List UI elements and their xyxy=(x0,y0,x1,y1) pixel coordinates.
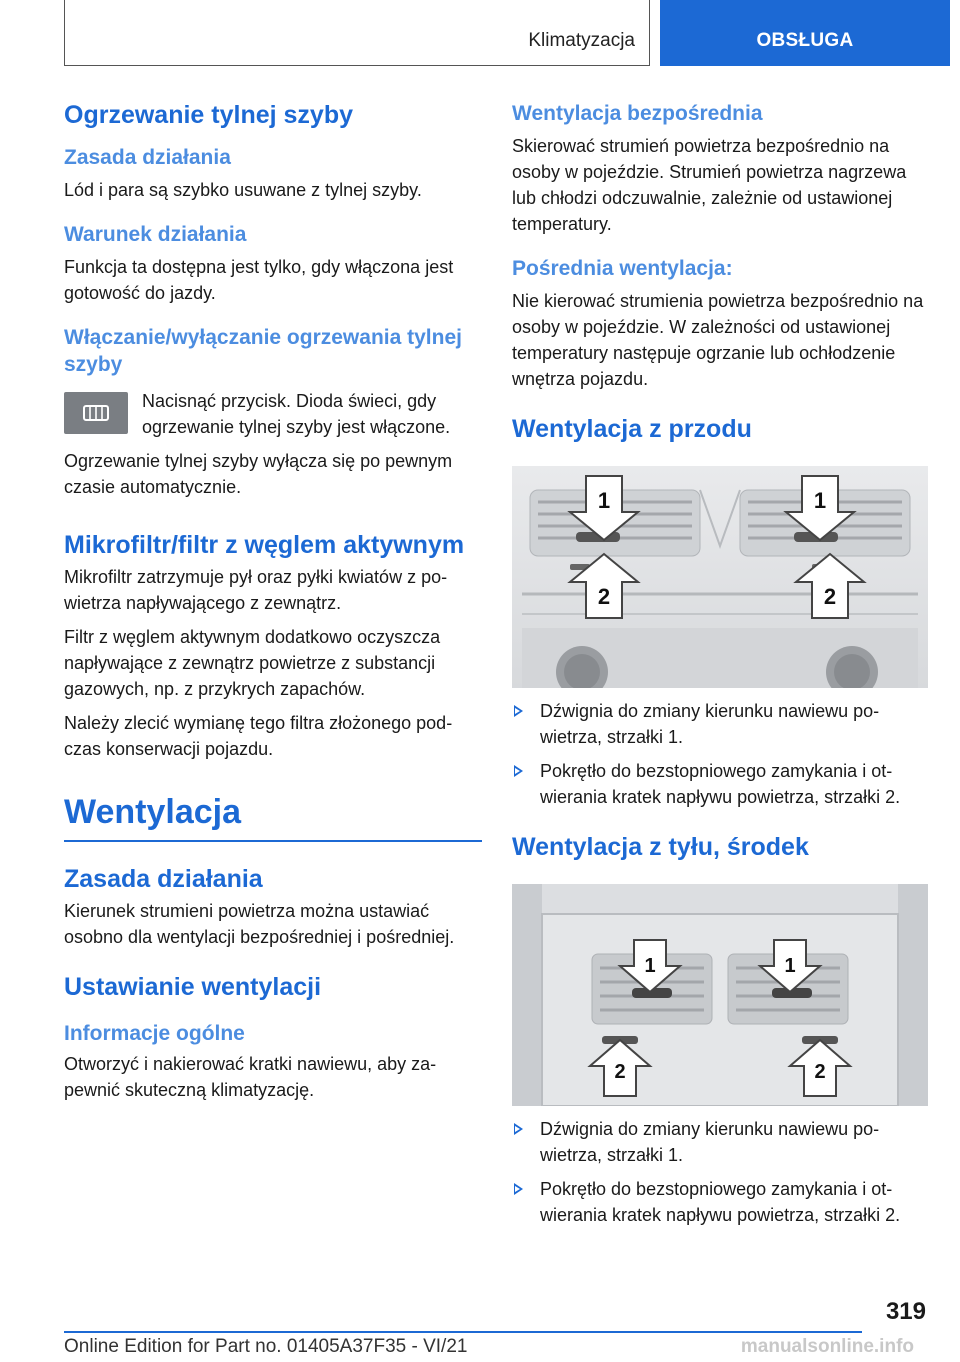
list-item-text: Pokrętło do bezstopniowego zamykania i otwierania kratek napływu powietrza, strzałki 2. xyxy=(540,1179,901,1225)
list-item-text: Dźwignia do zmiany kierunku nawiewu powietrza, strzałki 1. xyxy=(540,1119,880,1165)
section-title-box xyxy=(64,0,650,66)
list-item-text: Pokrętło do bezstopniowego zamykania i otwierania kratek napływu powietrza, strzałki 2. xyxy=(540,761,901,807)
heading-principle-ventilation: Zasada działania xyxy=(64,865,263,893)
text-general-info: Otworzyć i nakierować kratki nawiewu, aby zapewnić skuteczną klimatyzację. xyxy=(64,1054,437,1100)
arrow-label-1-left: 1 xyxy=(597,488,611,513)
text-microfilter-2: Filtr z węglem aktywnym dodatkowo oczyszcza napływające z zewnątrz powietrze z substancji gazowych, np. z przykrych zapachów. xyxy=(64,627,441,699)
triangle-bullet-icon xyxy=(514,1183,523,1195)
text-microfilter-3: Należy zlecić wymianę tego filtra złożonego podczas konserwacji pojazdu. xyxy=(64,713,453,759)
heading-switch-on-off: Włączanie/wyłączanie ogrzewania tylnej szyby xyxy=(64,326,462,376)
triangle-bullet-icon xyxy=(514,705,523,717)
rear-vents-illustration xyxy=(512,884,928,1106)
front-vents-list xyxy=(512,698,928,810)
heading-rear-window-heating: Ogrzewanie tylnej szyby xyxy=(64,101,353,129)
text-press-button: Nacisnąć przycisk. Dioda świeci, gdy ogrzewanie tylnej szyby jest włączone. xyxy=(142,391,451,437)
arrow-label-1-right: 1 xyxy=(784,955,796,977)
list-item xyxy=(512,758,928,810)
left-column xyxy=(64,100,482,1103)
footer-divider xyxy=(64,1331,862,1333)
rear-vents-list xyxy=(512,1116,928,1228)
triangle-bullet-icon xyxy=(514,765,523,777)
heading-direct-ventilation: Wentylacja bezpośrednia xyxy=(512,102,763,125)
heading-condition: Warunek działania xyxy=(64,223,247,246)
text-microfilter-1: Mikrofiltr zatrzymuje pył oraz pyłki kwiatów z powietrza napływającego z zewnątrz. xyxy=(64,567,448,613)
arrow-label-1-left: 1 xyxy=(644,955,656,977)
text-condition: Funkcja ta dostępna jest tylko, gdy włączona jest gotowość do jazdy. xyxy=(64,257,454,303)
heading-principle: Zasada działania xyxy=(64,146,231,169)
text-principle: Lód i para są szybko usuwane z tylnej szyby. xyxy=(64,180,422,200)
heading-general-info: Informacje ogólne xyxy=(64,1022,245,1045)
arrow-label-1-right: 1 xyxy=(813,488,827,513)
heading-ventilation-chapter: Wentylacja xyxy=(64,792,482,842)
chapter-tab xyxy=(660,0,950,66)
text-auto-off: Ogrzewanie tylnej szyby wyłącza się po pewnym czasie automatycznie. xyxy=(64,451,453,497)
list-item xyxy=(512,1176,928,1228)
arrow-label-2-left: 2 xyxy=(614,1061,626,1083)
section-title: Klimatyzacja xyxy=(528,30,635,51)
rear-defrost-button-icon xyxy=(64,392,128,434)
edition-text: Online Edition for Part no. 01405A37F35 - VI/21 xyxy=(64,1336,468,1357)
page-number: 319 xyxy=(885,1298,926,1325)
arrow-label-2-left: 2 xyxy=(597,584,611,609)
list-item xyxy=(512,1116,928,1168)
list-item xyxy=(512,698,928,750)
front-vents-illustration xyxy=(512,466,928,688)
button-instruction xyxy=(64,388,482,440)
text-indirect-ventilation: Nie kierować strumienia powietrza bezpośrednio na osoby w pojeździe. W zależności od ustawionej temperatury następuje ogrzanie lub ochłodzenie wnętrza pojazdu. xyxy=(512,291,924,389)
arrow-label-2-right: 2 xyxy=(814,1061,826,1083)
heading-microfilter: Mikrofiltr/filtr z węglem aktywnym xyxy=(64,531,465,559)
right-column xyxy=(512,100,928,1236)
watermark-logo: manualsonline.info xyxy=(740,1336,914,1357)
chapter-tab-label: OBSŁUGA xyxy=(756,30,854,51)
heading-front-ventilation: Wentylacja z przodu xyxy=(512,415,752,443)
arrow-label-2-right: 2 xyxy=(823,584,837,609)
page-header xyxy=(64,0,950,66)
heading-adjust-ventilation: Ustawianie wentylacji xyxy=(64,973,322,1001)
text-principle-ventilation: Kierunek strumieni powietrza można ustawiać osobno dla wentylacji bezpośredniej i pośredniej. xyxy=(64,901,455,947)
triangle-bullet-icon xyxy=(514,1123,523,1135)
heading-rear-center-ventilation: Wentylacja z tyłu, środek xyxy=(512,833,809,861)
heading-indirect-ventilation: Pośrednia wentylacja: xyxy=(512,257,733,280)
text-direct-ventilation: Skierować strumień powietrza bezpośrednio na osoby w pojeździe. Strumień powietrza nagrzewa lub chłodzi odczuwalnie, zależnie od ustawionej temperatury. xyxy=(512,136,907,234)
list-item-text: Dźwignia do zmiany kierunku nawiewu powietrza, strzałki 1. xyxy=(540,701,880,747)
